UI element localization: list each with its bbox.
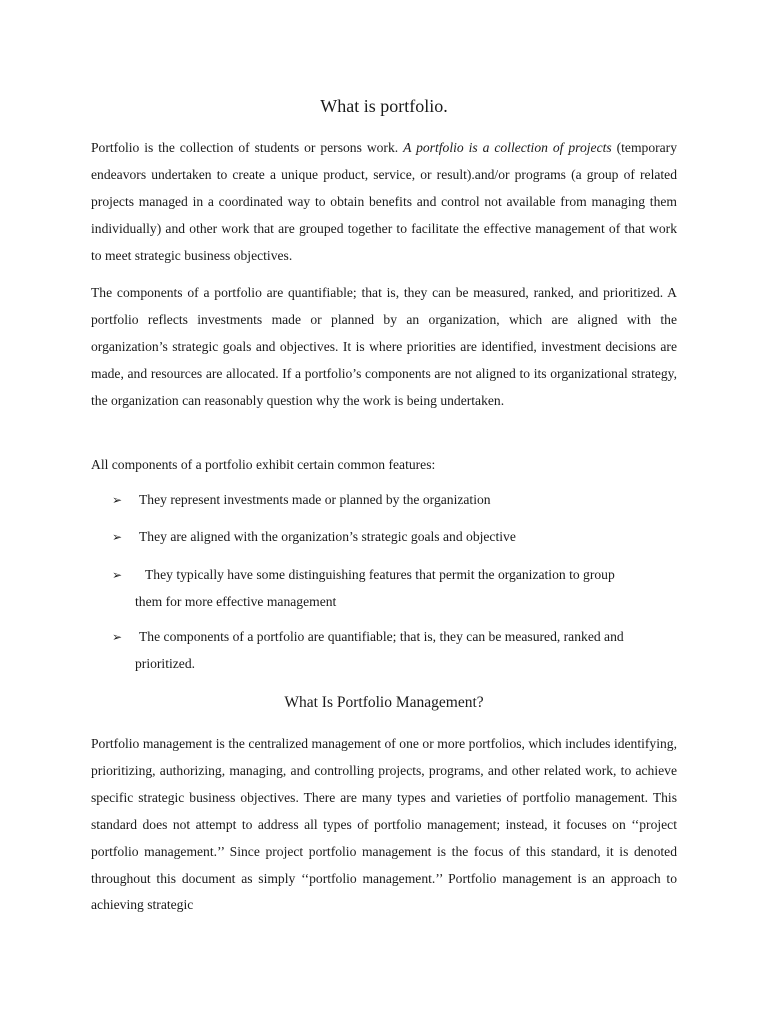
bullet-text-continuation: them for more effective management <box>135 593 337 609</box>
bullet-text: They are aligned with the organization’s strategic goals and objective <box>139 529 516 544</box>
arrow-bullet-icon: ➢ <box>112 630 123 644</box>
bullet-item <box>112 624 682 677</box>
paragraph1-italic-text: A portfolio is a collection of projects <box>403 140 612 155</box>
bullet-item <box>112 562 682 615</box>
paragraph-portfolio-components: The components of a portfolio are quantifiable; that is, they can be measured, ranked, and prioritized. A portfolio reflects investments made or planned by an organization, which are aligned with the organization’s strategic goals and objectives. It is where priorities are identified, investment decisions are made, and resources are allocated. If a portfolio’s components are not aligned to its organizational strategy, the organization can reasonably question why the work is being undertaken. <box>91 285 677 408</box>
page-title: What is portfolio. <box>320 96 448 116</box>
bullet-item <box>112 487 682 514</box>
paragraph-common-features: All components of a portfolio exhibit certain common features: <box>91 457 436 472</box>
bullet-text: They represent investments made or planned by the organization <box>139 492 491 507</box>
bullet-item <box>112 524 682 551</box>
section-heading: What Is Portfolio Management? <box>284 694 484 711</box>
paragraph1-text-start: Portfolio is the collection of students or persons work. <box>91 140 404 155</box>
bullet-text: They typically have some distinguishing features that permit the organization to group <box>145 567 615 582</box>
paragraph1-text-end: (temporary endeavors undertaken to create a unique product, service, or result).and/or programs (a group of related projects managed in a coordinated way to obtain benefits and control not available from managing them individually) and other work that are grouped together to facilitate the effective management of that work to meet strategic business objectives. <box>91 140 677 263</box>
arrow-bullet-icon: ➢ <box>112 493 123 507</box>
bullet-text: The components of a portfolio are quantifiable; that is, they can be measured, ranked and <box>139 629 624 644</box>
paragraph-portfolio-definition <box>91 135 677 270</box>
arrow-bullet-icon: ➢ <box>112 530 123 544</box>
arrow-bullet-icon: ➢ <box>112 568 123 582</box>
bullet-text-continuation: prioritized. <box>135 655 196 671</box>
paragraph-portfolio-management: Portfolio management is the centralized management of one or more portfolios, which includes identifying, prioritizing, authorizing, managing, and controlling projects, programs, and other related work, to achieve specific strategic business objectives. There are many types and varieties of portfolio management. This standard does not attempt to address all types of portfolio management; instead, it focuses on ‘‘project portfolio management.’’ Since project portfolio management is the focus of this standard, it is denoted throughout this document as simply ‘‘portfolio management.’’ Portfolio management is an approach to achieving strategic <box>91 736 677 913</box>
